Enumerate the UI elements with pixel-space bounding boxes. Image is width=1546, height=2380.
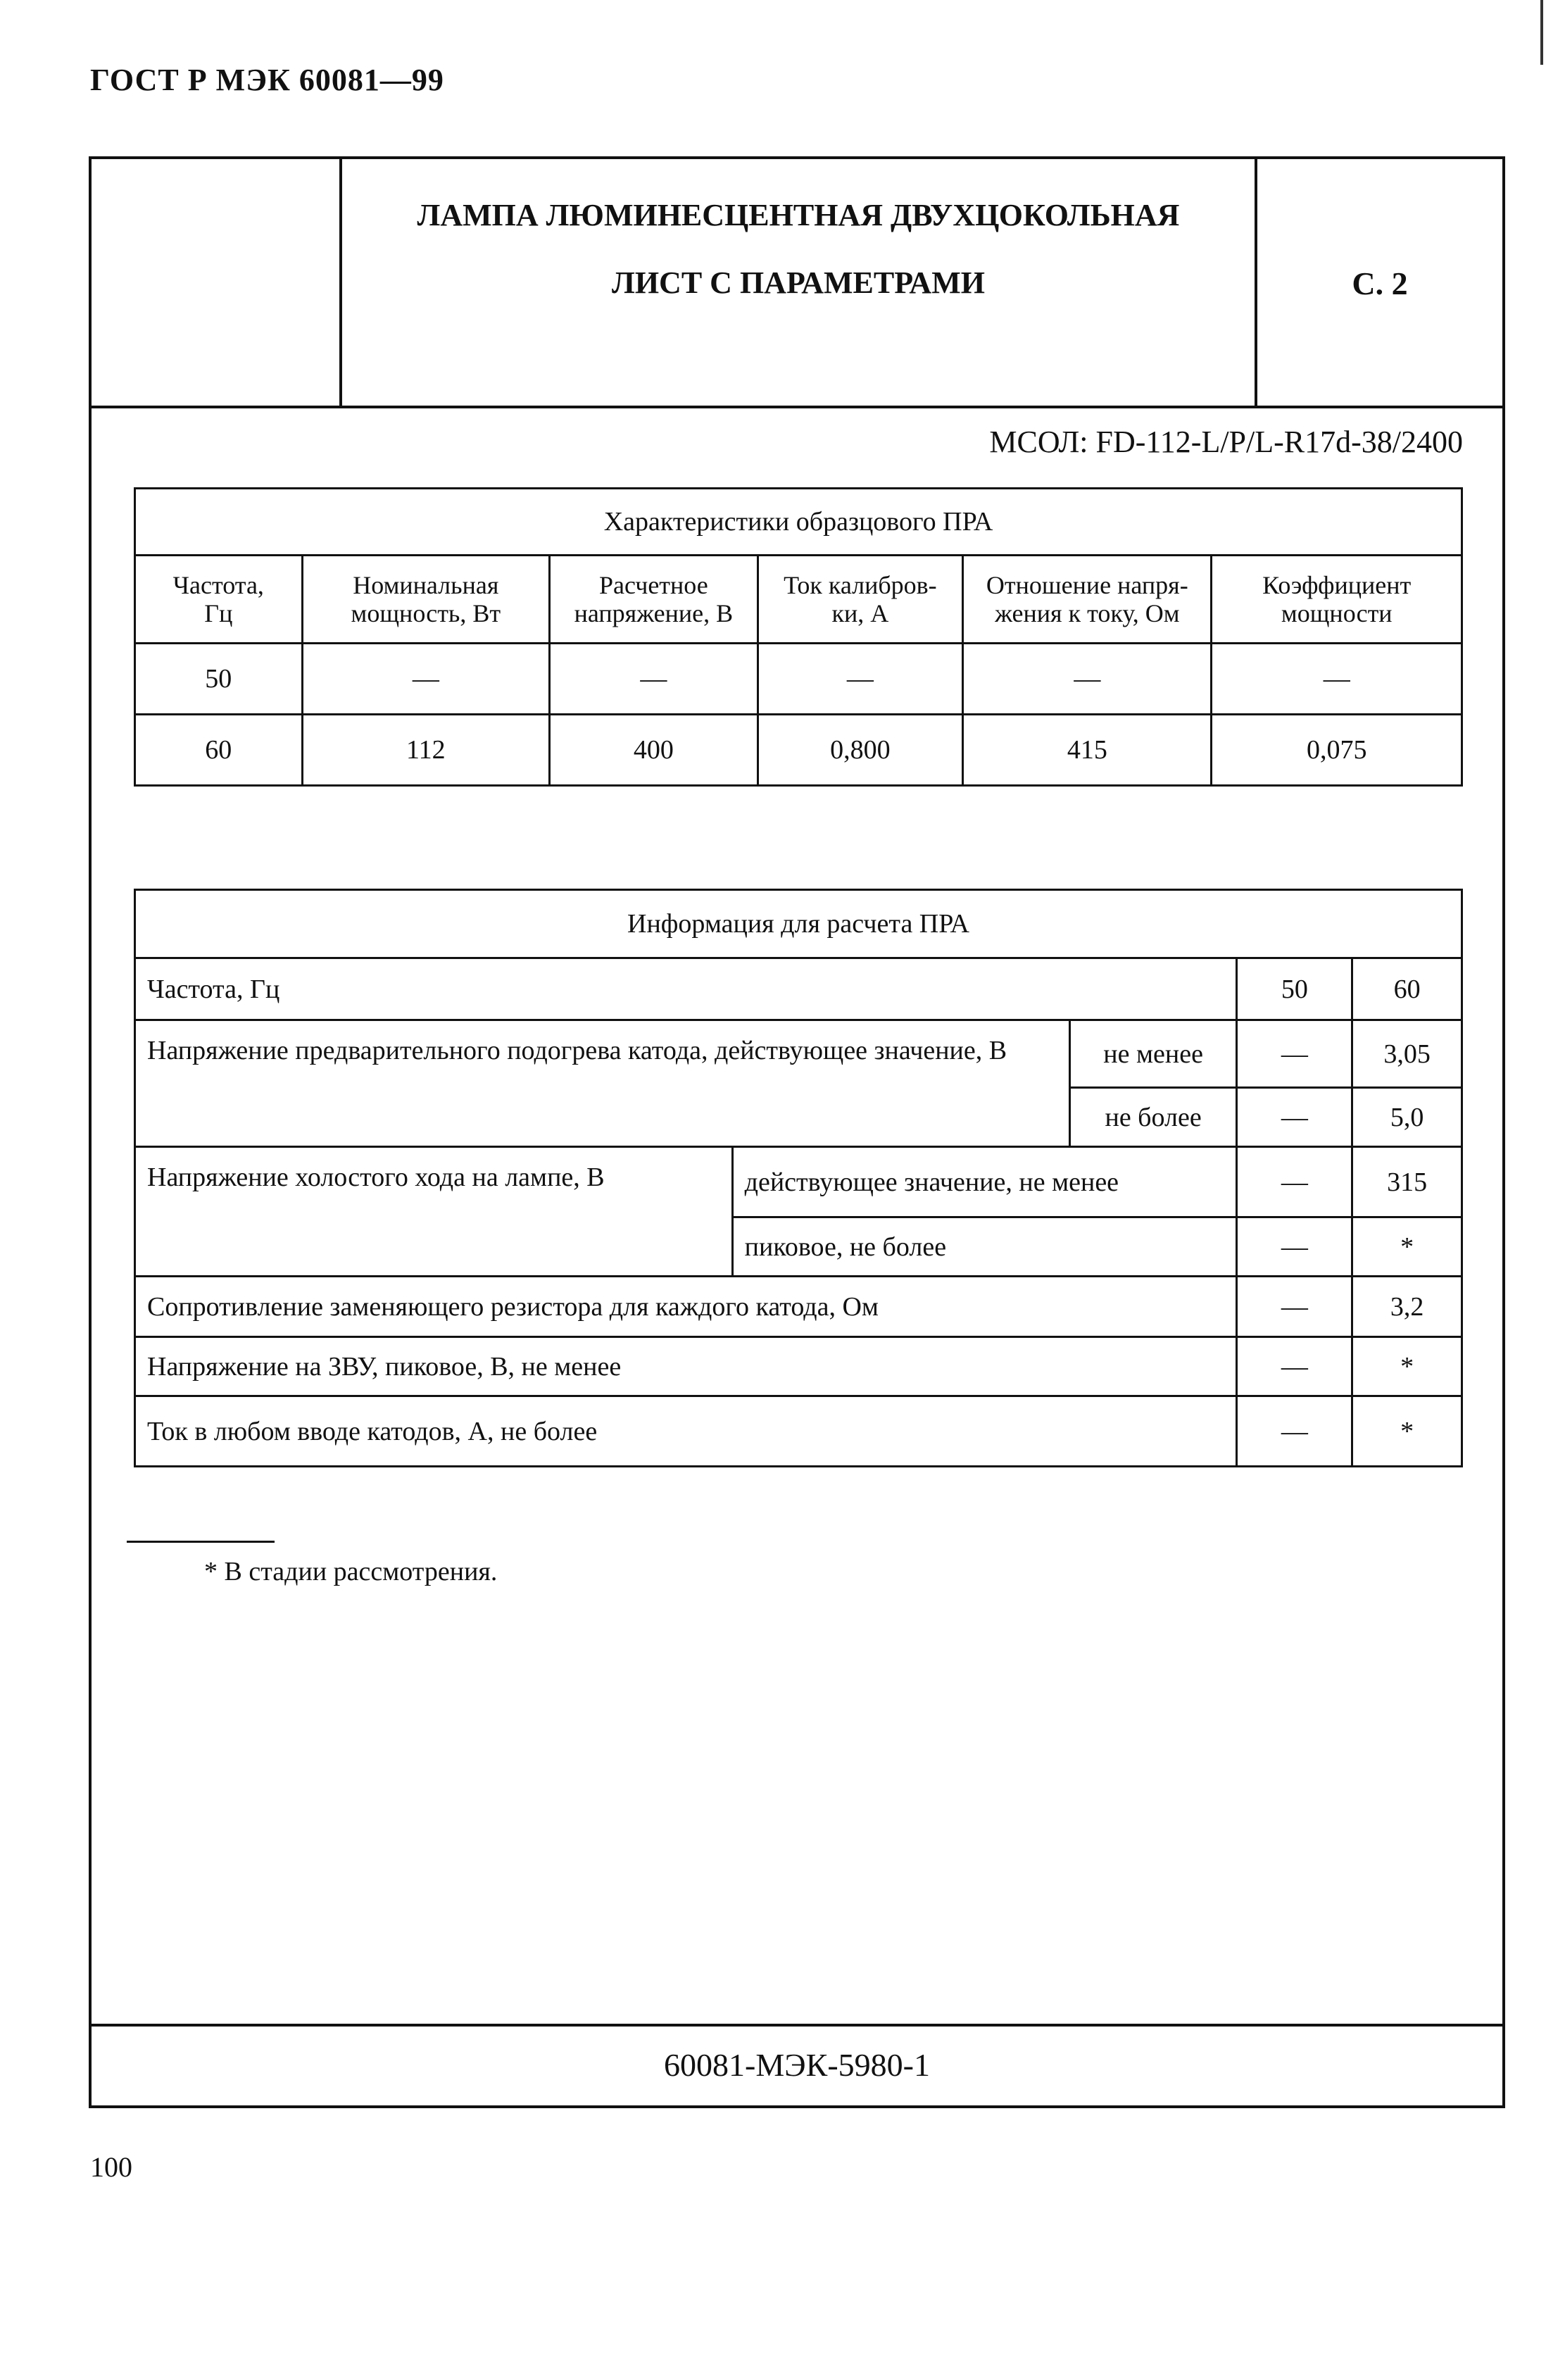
ballast-design-table [134,889,1463,1467]
sheet-id: 60081-МЭК-5980-1 [664,2047,930,2083]
page-number: 100 [90,2151,132,2183]
cell-frequency: 60 [135,715,303,786]
table-row [135,644,1462,715]
cell-power-factor: — [1212,644,1462,715]
cathode-current-60: * [1352,1396,1462,1467]
table-row [135,958,1462,1020]
frequency-60: 60 [1352,958,1462,1020]
title-block-sheet [1257,159,1502,406]
header-calibration-current: Ток калибров- ки, А [758,556,962,644]
table-row [135,1147,1462,1217]
cell-rated-voltage: — [550,644,758,715]
reference-ballast-caption: Характеристики образцового ПРА [135,489,1462,556]
preheat-min-60: 3,05 [1352,1020,1462,1088]
open-circuit-rms-50: — [1237,1147,1352,1217]
substitution-resistor-60: 3,2 [1352,1277,1462,1337]
standard-header: ГОСТ Р МЭК 60081—99 [90,63,444,97]
ignition-voltage-50: — [1237,1337,1352,1396]
open-circuit-rms-60: 315 [1352,1147,1462,1217]
sheet-id-box [92,2024,1502,2105]
preheat-max-50: — [1237,1088,1352,1147]
cell-calibration-current: 0,800 [758,715,962,786]
cell-frequency: 50 [135,644,303,715]
cell-voltage-current-ratio: 415 [963,715,1212,786]
table-row [135,1020,1462,1088]
ballast-design-caption: Информация для расчета ПРА [135,890,1462,958]
scan-edge-line [1540,0,1543,65]
open-circuit-rms-label: действующее значение, не менее [732,1147,1237,1217]
table-row [135,1277,1462,1337]
substitution-resistor-label: Сопротивление заменяющего резистора для каждого катода, Ом [135,1277,1237,1337]
frequency-50: 50 [1237,958,1352,1020]
preheat-min-50: — [1237,1020,1352,1088]
header-rated-power: Номинальная мощность, Вт [302,556,549,644]
sheet-frame [89,156,1505,2108]
preheat-max-60: 5,0 [1352,1088,1462,1147]
footnote-divider [127,1541,275,1543]
open-circuit-peak-label: пиковое, не более [732,1217,1237,1277]
title-line-1: ЛАМПА ЛЮМИНЕСЦЕНТНАЯ ДВУХЦОКОЛЬНАЯ [417,198,1180,232]
footnote: * В стадии рассмотрения. [204,1557,498,1586]
header-rated-voltage: Расчетное напряжение, В [550,556,758,644]
cathode-current-label: Ток в любом вводе катодов, А, не более [135,1396,1237,1467]
table-header-row [135,556,1462,644]
substitution-resistor-50: — [1237,1277,1352,1337]
cell-rated-power: 112 [302,715,549,786]
reference-ballast-table [134,487,1463,787]
title-block [92,159,1502,408]
preheat-voltage-label: Напряжение предварительного подогрева катода, действующее значение, В [135,1020,1070,1147]
preheat-max-label: не более [1069,1088,1237,1147]
table-row [135,1396,1462,1467]
ignition-voltage-60: * [1352,1337,1462,1396]
preheat-min-label: не менее [1069,1020,1237,1088]
ignition-voltage-label: Напряжение на ЗВУ, пиковое, В, не менее [135,1337,1237,1396]
header-voltage-current-ratio: Отношение напря- жения к току, Ом [963,556,1212,644]
open-circuit-voltage-label: Напряжение холостого хода на лампе, В [135,1147,733,1277]
frequency-label: Частота, Гц [135,958,1237,1020]
table-row [135,1337,1462,1396]
sheet-number: С. 2 [1352,265,1408,301]
cell-rated-voltage: 400 [550,715,758,786]
cell-calibration-current: — [758,644,962,715]
header-power-factor: Коэффициент мощности [1212,556,1462,644]
open-circuit-peak-50: — [1237,1217,1352,1277]
cathode-current-50: — [1237,1396,1352,1467]
cell-voltage-current-ratio: — [963,644,1212,715]
title-block-title [342,159,1257,406]
title-block-empty-cell [92,159,342,406]
lamp-designation: МСОЛ: FD-112-L/P/L-R17d-38/2400 [989,425,1463,459]
header-frequency: Частота, Гц [135,556,303,644]
title-line-2: ЛИСТ С ПАРАМЕТРАМИ [612,265,985,300]
open-circuit-peak-60: * [1352,1217,1462,1277]
cell-rated-power: — [302,644,549,715]
table-row [135,715,1462,786]
cell-power-factor: 0,075 [1212,715,1462,786]
